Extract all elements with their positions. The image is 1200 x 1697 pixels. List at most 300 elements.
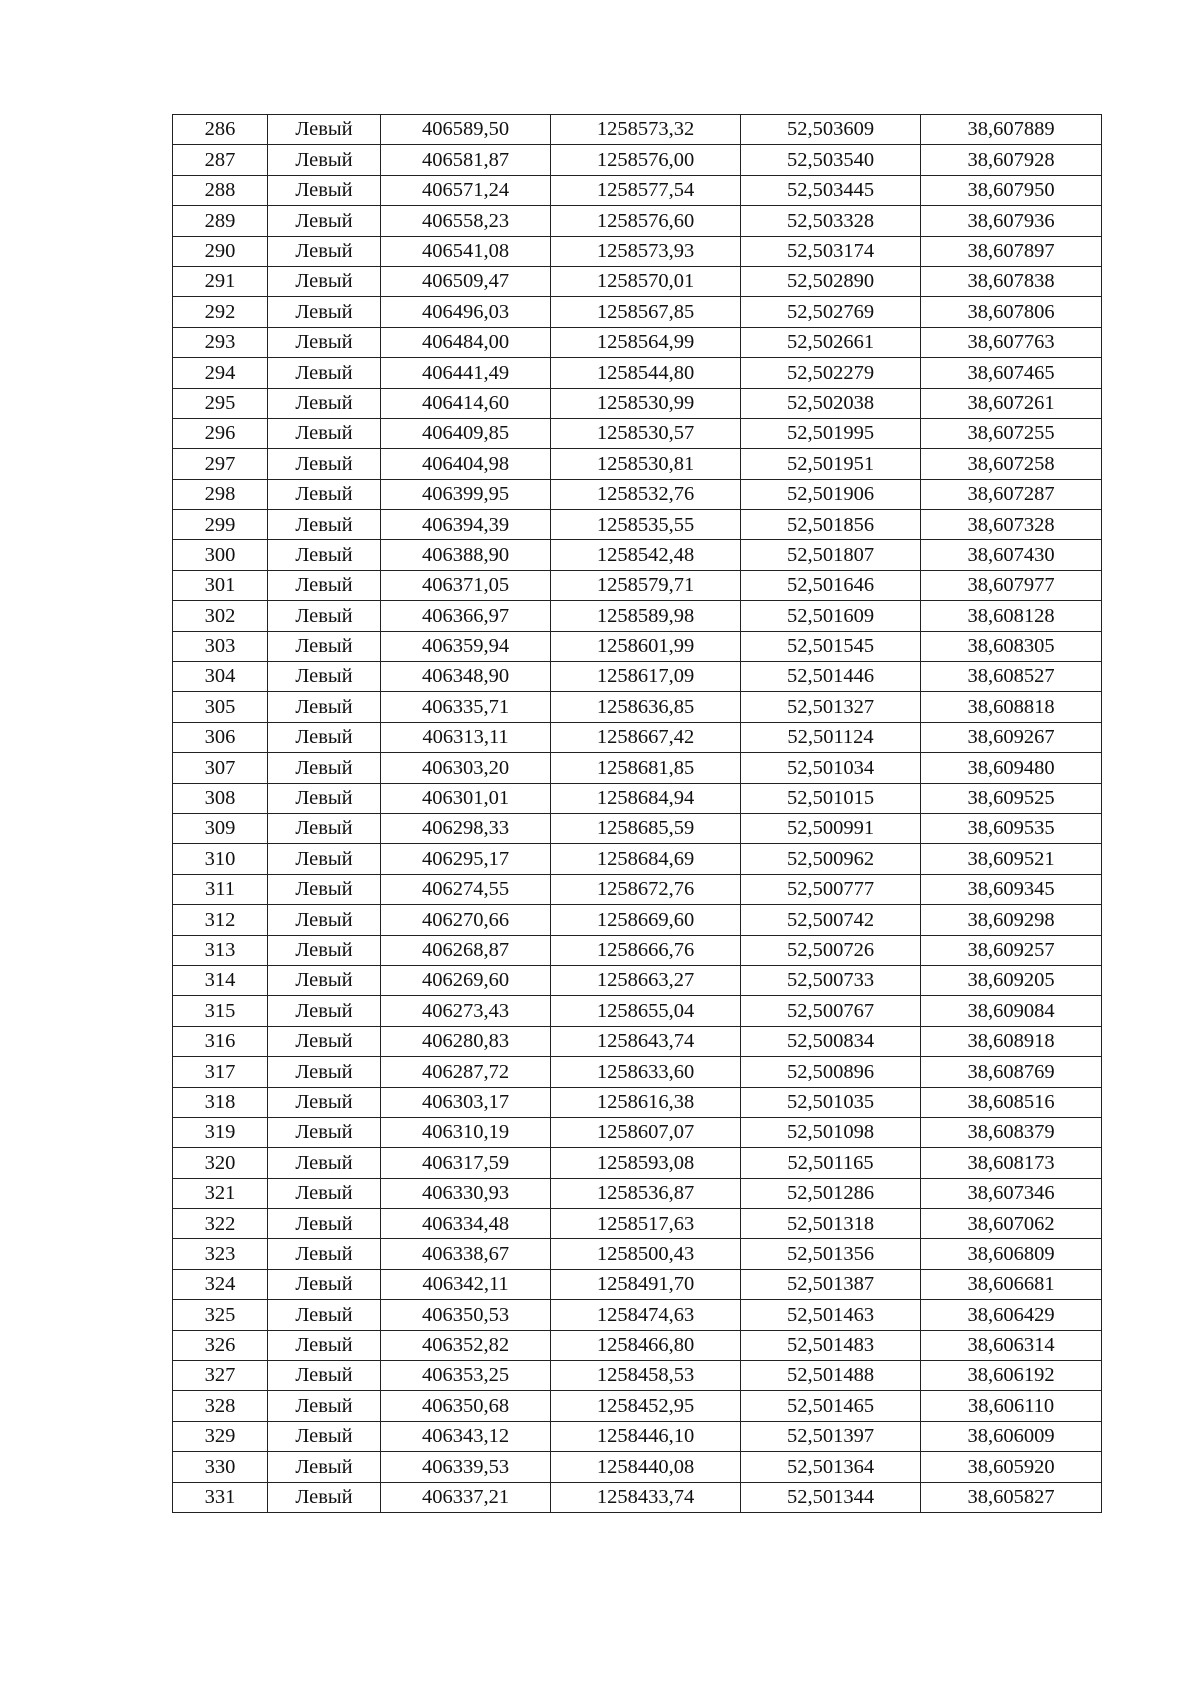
- point-number-cell: 331: [173, 1482, 268, 1512]
- point-number-cell: 311: [173, 874, 268, 904]
- table-row: [173, 601, 1102, 631]
- latitude-cell: 52,500733: [741, 965, 921, 995]
- x-coordinate-cell: 406337,21: [381, 1482, 551, 1512]
- table-row: [173, 1330, 1102, 1360]
- y-coordinate-cell: 1258681,85: [551, 753, 741, 783]
- side-cell: Левый: [268, 1026, 381, 1056]
- side-cell: Левый: [268, 1148, 381, 1178]
- side-cell: Левый: [268, 1057, 381, 1087]
- latitude-cell: 52,501483: [741, 1330, 921, 1360]
- point-number-cell: 287: [173, 145, 268, 175]
- y-coordinate-cell: 1258567,85: [551, 297, 741, 327]
- y-coordinate-cell: 1258601,99: [551, 631, 741, 661]
- x-coordinate-cell: 406353,25: [381, 1361, 551, 1391]
- table-row: [173, 297, 1102, 327]
- longitude-cell: 38,607763: [921, 327, 1102, 357]
- latitude-cell: 52,500777: [741, 874, 921, 904]
- longitude-cell: 38,609257: [921, 935, 1102, 965]
- latitude-cell: 52,501465: [741, 1391, 921, 1421]
- side-cell: Левый: [268, 1087, 381, 1117]
- table-row: [173, 965, 1102, 995]
- y-coordinate-cell: 1258536,87: [551, 1178, 741, 1208]
- table-row: [173, 722, 1102, 752]
- table-row: [173, 266, 1102, 296]
- longitude-cell: 38,606110: [921, 1391, 1102, 1421]
- y-coordinate-cell: 1258573,93: [551, 236, 741, 266]
- table-row: [173, 1057, 1102, 1087]
- side-cell: Левый: [268, 1452, 381, 1482]
- point-number-cell: 290: [173, 236, 268, 266]
- longitude-cell: 38,609525: [921, 783, 1102, 813]
- longitude-cell: 38,607255: [921, 418, 1102, 448]
- point-number-cell: 318: [173, 1087, 268, 1117]
- x-coordinate-cell: 406280,83: [381, 1026, 551, 1056]
- latitude-cell: 52,502890: [741, 266, 921, 296]
- table-row: [173, 1026, 1102, 1056]
- longitude-cell: 38,607897: [921, 236, 1102, 266]
- latitude-cell: 52,501387: [741, 1269, 921, 1299]
- table-row: [173, 692, 1102, 722]
- point-number-cell: 324: [173, 1269, 268, 1299]
- y-coordinate-cell: 1258458,53: [551, 1361, 741, 1391]
- longitude-cell: 38,606681: [921, 1269, 1102, 1299]
- y-coordinate-cell: 1258666,76: [551, 935, 741, 965]
- y-coordinate-cell: 1258530,57: [551, 418, 741, 448]
- x-coordinate-cell: 406270,66: [381, 905, 551, 935]
- coordinates-table: [172, 114, 1102, 1513]
- latitude-cell: 52,502661: [741, 327, 921, 357]
- x-coordinate-cell: 406303,17: [381, 1087, 551, 1117]
- y-coordinate-cell: 1258616,38: [551, 1087, 741, 1117]
- x-coordinate-cell: 406273,43: [381, 996, 551, 1026]
- longitude-cell: 38,606809: [921, 1239, 1102, 1269]
- latitude-cell: 52,500742: [741, 905, 921, 935]
- y-coordinate-cell: 1258474,63: [551, 1300, 741, 1330]
- table-row: [173, 753, 1102, 783]
- longitude-cell: 38,607328: [921, 510, 1102, 540]
- side-cell: Левый: [268, 1117, 381, 1147]
- latitude-cell: 52,500896: [741, 1057, 921, 1087]
- latitude-cell: 52,500834: [741, 1026, 921, 1056]
- y-coordinate-cell: 1258655,04: [551, 996, 741, 1026]
- table-row: [173, 844, 1102, 874]
- y-coordinate-cell: 1258500,43: [551, 1239, 741, 1269]
- point-number-cell: 295: [173, 388, 268, 418]
- side-cell: Левый: [268, 783, 381, 813]
- latitude-cell: 52,501446: [741, 662, 921, 692]
- table-row: [173, 206, 1102, 236]
- side-cell: Левый: [268, 844, 381, 874]
- side-cell: Левый: [268, 965, 381, 995]
- table-row: [173, 813, 1102, 843]
- point-number-cell: 319: [173, 1117, 268, 1147]
- y-coordinate-cell: 1258573,32: [551, 115, 741, 145]
- latitude-cell: 52,503445: [741, 175, 921, 205]
- longitude-cell: 38,607287: [921, 479, 1102, 509]
- longitude-cell: 38,609345: [921, 874, 1102, 904]
- latitude-cell: 52,501807: [741, 540, 921, 570]
- table-row: [173, 1482, 1102, 1512]
- x-coordinate-cell: 406301,01: [381, 783, 551, 813]
- latitude-cell: 52,501463: [741, 1300, 921, 1330]
- longitude-cell: 38,608173: [921, 1148, 1102, 1178]
- table-row: [173, 1178, 1102, 1208]
- y-coordinate-cell: 1258564,99: [551, 327, 741, 357]
- y-coordinate-cell: 1258685,59: [551, 813, 741, 843]
- table-row: [173, 388, 1102, 418]
- table-row: [173, 1421, 1102, 1451]
- table-row: [173, 115, 1102, 145]
- latitude-cell: 52,500991: [741, 813, 921, 843]
- point-number-cell: 321: [173, 1178, 268, 1208]
- x-coordinate-cell: 406335,71: [381, 692, 551, 722]
- x-coordinate-cell: 406313,11: [381, 722, 551, 752]
- y-coordinate-cell: 1258667,42: [551, 722, 741, 752]
- y-coordinate-cell: 1258433,74: [551, 1482, 741, 1512]
- point-number-cell: 299: [173, 510, 268, 540]
- longitude-cell: 38,607928: [921, 145, 1102, 175]
- point-number-cell: 325: [173, 1300, 268, 1330]
- table-row: [173, 449, 1102, 479]
- x-coordinate-cell: 406509,47: [381, 266, 551, 296]
- side-cell: Левый: [268, 388, 381, 418]
- point-number-cell: 320: [173, 1148, 268, 1178]
- side-cell: Левый: [268, 236, 381, 266]
- side-cell: Левый: [268, 631, 381, 661]
- y-coordinate-cell: 1258576,60: [551, 206, 741, 236]
- point-number-cell: 329: [173, 1421, 268, 1451]
- side-cell: Левый: [268, 540, 381, 570]
- x-coordinate-cell: 406496,03: [381, 297, 551, 327]
- latitude-cell: 52,502769: [741, 297, 921, 327]
- longitude-cell: 38,609084: [921, 996, 1102, 1026]
- x-coordinate-cell: 406295,17: [381, 844, 551, 874]
- latitude-cell: 52,501165: [741, 1148, 921, 1178]
- x-coordinate-cell: 406541,08: [381, 236, 551, 266]
- latitude-cell: 52,501646: [741, 570, 921, 600]
- point-number-cell: 323: [173, 1239, 268, 1269]
- point-number-cell: 294: [173, 358, 268, 388]
- table-row: [173, 905, 1102, 935]
- x-coordinate-cell: 406359,94: [381, 631, 551, 661]
- x-coordinate-cell: 406303,20: [381, 753, 551, 783]
- point-number-cell: 304: [173, 662, 268, 692]
- y-coordinate-cell: 1258633,60: [551, 1057, 741, 1087]
- latitude-cell: 52,501327: [741, 692, 921, 722]
- longitude-cell: 38,608527: [921, 662, 1102, 692]
- latitude-cell: 52,501856: [741, 510, 921, 540]
- x-coordinate-cell: 406558,23: [381, 206, 551, 236]
- point-number-cell: 315: [173, 996, 268, 1026]
- y-coordinate-cell: 1258663,27: [551, 965, 741, 995]
- latitude-cell: 52,501098: [741, 1117, 921, 1147]
- longitude-cell: 38,607977: [921, 570, 1102, 600]
- side-cell: Левый: [268, 692, 381, 722]
- y-coordinate-cell: 1258452,95: [551, 1391, 741, 1421]
- latitude-cell: 52,502038: [741, 388, 921, 418]
- side-cell: Левый: [268, 874, 381, 904]
- longitude-cell: 38,607936: [921, 206, 1102, 236]
- x-coordinate-cell: 406399,95: [381, 479, 551, 509]
- side-cell: Левый: [268, 175, 381, 205]
- y-coordinate-cell: 1258589,98: [551, 601, 741, 631]
- x-coordinate-cell: 406371,05: [381, 570, 551, 600]
- side-cell: Левый: [268, 297, 381, 327]
- side-cell: Левый: [268, 1482, 381, 1512]
- longitude-cell: 38,606314: [921, 1330, 1102, 1360]
- latitude-cell: 52,503328: [741, 206, 921, 236]
- table-row: [173, 1239, 1102, 1269]
- longitude-cell: 38,609298: [921, 905, 1102, 935]
- x-coordinate-cell: 406310,19: [381, 1117, 551, 1147]
- x-coordinate-cell: 406298,33: [381, 813, 551, 843]
- point-number-cell: 317: [173, 1057, 268, 1087]
- table-row: [173, 570, 1102, 600]
- x-coordinate-cell: 406317,59: [381, 1148, 551, 1178]
- x-coordinate-cell: 406404,98: [381, 449, 551, 479]
- latitude-cell: 52,501344: [741, 1482, 921, 1512]
- side-cell: Левый: [268, 449, 381, 479]
- point-number-cell: 326: [173, 1330, 268, 1360]
- y-coordinate-cell: 1258446,10: [551, 1421, 741, 1451]
- x-coordinate-cell: 406268,87: [381, 935, 551, 965]
- y-coordinate-cell: 1258466,80: [551, 1330, 741, 1360]
- longitude-cell: 38,605920: [921, 1452, 1102, 1482]
- point-number-cell: 306: [173, 722, 268, 752]
- y-coordinate-cell: 1258636,85: [551, 692, 741, 722]
- longitude-cell: 38,608379: [921, 1117, 1102, 1147]
- table-row: [173, 1087, 1102, 1117]
- longitude-cell: 38,608305: [921, 631, 1102, 661]
- latitude-cell: 52,500962: [741, 844, 921, 874]
- y-coordinate-cell: 1258593,08: [551, 1148, 741, 1178]
- side-cell: Левый: [268, 1361, 381, 1391]
- x-coordinate-cell: 406274,55: [381, 874, 551, 904]
- point-number-cell: 310: [173, 844, 268, 874]
- longitude-cell: 38,609535: [921, 813, 1102, 843]
- y-coordinate-cell: 1258607,07: [551, 1117, 741, 1147]
- latitude-cell: 52,501995: [741, 418, 921, 448]
- longitude-cell: 38,607950: [921, 175, 1102, 205]
- side-cell: Левый: [268, 601, 381, 631]
- point-number-cell: 296: [173, 418, 268, 448]
- longitude-cell: 38,609205: [921, 965, 1102, 995]
- point-number-cell: 307: [173, 753, 268, 783]
- point-number-cell: 288: [173, 175, 268, 205]
- point-number-cell: 327: [173, 1361, 268, 1391]
- y-coordinate-cell: 1258576,00: [551, 145, 741, 175]
- side-cell: Левый: [268, 1178, 381, 1208]
- side-cell: Левый: [268, 1209, 381, 1239]
- y-coordinate-cell: 1258542,48: [551, 540, 741, 570]
- x-coordinate-cell: 406343,12: [381, 1421, 551, 1451]
- y-coordinate-cell: 1258535,55: [551, 510, 741, 540]
- table-row: [173, 510, 1102, 540]
- side-cell: Левый: [268, 510, 381, 540]
- side-cell: Левый: [268, 905, 381, 935]
- table-row: [173, 996, 1102, 1026]
- point-number-cell: 302: [173, 601, 268, 631]
- y-coordinate-cell: 1258617,09: [551, 662, 741, 692]
- latitude-cell: 52,501286: [741, 1178, 921, 1208]
- point-number-cell: 322: [173, 1209, 268, 1239]
- table-row: [173, 935, 1102, 965]
- longitude-cell: 38,607465: [921, 358, 1102, 388]
- latitude-cell: 52,501397: [741, 1421, 921, 1451]
- y-coordinate-cell: 1258669,60: [551, 905, 741, 935]
- longitude-cell: 38,609521: [921, 844, 1102, 874]
- side-cell: Левый: [268, 327, 381, 357]
- latitude-cell: 52,503540: [741, 145, 921, 175]
- table-row: [173, 175, 1102, 205]
- table-row: [173, 327, 1102, 357]
- longitude-cell: 38,606192: [921, 1361, 1102, 1391]
- x-coordinate-cell: 406589,50: [381, 115, 551, 145]
- x-coordinate-cell: 406342,11: [381, 1269, 551, 1299]
- point-number-cell: 312: [173, 905, 268, 935]
- point-number-cell: 309: [173, 813, 268, 843]
- table-row: [173, 540, 1102, 570]
- latitude-cell: 52,500767: [741, 996, 921, 1026]
- y-coordinate-cell: 1258530,81: [551, 449, 741, 479]
- longitude-cell: 38,607062: [921, 1209, 1102, 1239]
- side-cell: Левый: [268, 266, 381, 296]
- x-coordinate-cell: 406350,53: [381, 1300, 551, 1330]
- point-number-cell: 297: [173, 449, 268, 479]
- longitude-cell: 38,607261: [921, 388, 1102, 418]
- longitude-cell: 38,607430: [921, 540, 1102, 570]
- longitude-cell: 38,608818: [921, 692, 1102, 722]
- latitude-cell: 52,501015: [741, 783, 921, 813]
- x-coordinate-cell: 406571,24: [381, 175, 551, 205]
- point-number-cell: 328: [173, 1391, 268, 1421]
- table-row: [173, 1148, 1102, 1178]
- point-number-cell: 289: [173, 206, 268, 236]
- longitude-cell: 38,608516: [921, 1087, 1102, 1117]
- longitude-cell: 38,606009: [921, 1421, 1102, 1451]
- side-cell: Левый: [268, 358, 381, 388]
- y-coordinate-cell: 1258530,99: [551, 388, 741, 418]
- x-coordinate-cell: 406352,82: [381, 1330, 551, 1360]
- point-number-cell: 286: [173, 115, 268, 145]
- latitude-cell: 52,501488: [741, 1361, 921, 1391]
- x-coordinate-cell: 406269,60: [381, 965, 551, 995]
- latitude-cell: 52,503609: [741, 115, 921, 145]
- table-row: [173, 1300, 1102, 1330]
- table-row: [173, 236, 1102, 266]
- side-cell: Левый: [268, 996, 381, 1026]
- x-coordinate-cell: 406414,60: [381, 388, 551, 418]
- table-row: [173, 1361, 1102, 1391]
- point-number-cell: 308: [173, 783, 268, 813]
- point-number-cell: 301: [173, 570, 268, 600]
- point-number-cell: 291: [173, 266, 268, 296]
- side-cell: Левый: [268, 115, 381, 145]
- y-coordinate-cell: 1258517,63: [551, 1209, 741, 1239]
- latitude-cell: 52,503174: [741, 236, 921, 266]
- longitude-cell: 38,607346: [921, 1178, 1102, 1208]
- longitude-cell: 38,609267: [921, 722, 1102, 752]
- table-row: [173, 783, 1102, 813]
- y-coordinate-cell: 1258579,71: [551, 570, 741, 600]
- side-cell: Левый: [268, 1269, 381, 1299]
- x-coordinate-cell: 406338,67: [381, 1239, 551, 1269]
- point-number-cell: 314: [173, 965, 268, 995]
- table-row: [173, 418, 1102, 448]
- longitude-cell: 38,605827: [921, 1482, 1102, 1512]
- y-coordinate-cell: 1258532,76: [551, 479, 741, 509]
- latitude-cell: 52,501318: [741, 1209, 921, 1239]
- latitude-cell: 52,501545: [741, 631, 921, 661]
- point-number-cell: 300: [173, 540, 268, 570]
- y-coordinate-cell: 1258643,74: [551, 1026, 741, 1056]
- table-row: [173, 1452, 1102, 1482]
- side-cell: Левый: [268, 813, 381, 843]
- table-row: [173, 1117, 1102, 1147]
- latitude-cell: 52,501609: [741, 601, 921, 631]
- point-number-cell: 303: [173, 631, 268, 661]
- latitude-cell: 52,501951: [741, 449, 921, 479]
- y-coordinate-cell: 1258491,70: [551, 1269, 741, 1299]
- x-coordinate-cell: 406330,93: [381, 1178, 551, 1208]
- point-number-cell: 330: [173, 1452, 268, 1482]
- table-row: [173, 358, 1102, 388]
- point-number-cell: 298: [173, 479, 268, 509]
- x-coordinate-cell: 406388,90: [381, 540, 551, 570]
- point-number-cell: 305: [173, 692, 268, 722]
- x-coordinate-cell: 406339,53: [381, 1452, 551, 1482]
- side-cell: Левый: [268, 479, 381, 509]
- longitude-cell: 38,607258: [921, 449, 1102, 479]
- table-row: [173, 662, 1102, 692]
- side-cell: Левый: [268, 418, 381, 448]
- longitude-cell: 38,608769: [921, 1057, 1102, 1087]
- side-cell: Левый: [268, 722, 381, 752]
- y-coordinate-cell: 1258684,94: [551, 783, 741, 813]
- point-number-cell: 313: [173, 935, 268, 965]
- table-row: [173, 145, 1102, 175]
- latitude-cell: 52,501035: [741, 1087, 921, 1117]
- longitude-cell: 38,607889: [921, 115, 1102, 145]
- table-row: [173, 874, 1102, 904]
- side-cell: Левый: [268, 1421, 381, 1451]
- side-cell: Левый: [268, 1391, 381, 1421]
- x-coordinate-cell: 406484,00: [381, 327, 551, 357]
- y-coordinate-cell: 1258672,76: [551, 874, 741, 904]
- longitude-cell: 38,606429: [921, 1300, 1102, 1330]
- x-coordinate-cell: 406581,87: [381, 145, 551, 175]
- side-cell: Левый: [268, 570, 381, 600]
- longitude-cell: 38,608128: [921, 601, 1102, 631]
- side-cell: Левый: [268, 753, 381, 783]
- longitude-cell: 38,608918: [921, 1026, 1102, 1056]
- y-coordinate-cell: 1258544,80: [551, 358, 741, 388]
- latitude-cell: 52,501356: [741, 1239, 921, 1269]
- x-coordinate-cell: 406350,68: [381, 1391, 551, 1421]
- y-coordinate-cell: 1258684,69: [551, 844, 741, 874]
- x-coordinate-cell: 406348,90: [381, 662, 551, 692]
- latitude-cell: 52,501124: [741, 722, 921, 752]
- latitude-cell: 52,501034: [741, 753, 921, 783]
- longitude-cell: 38,609480: [921, 753, 1102, 783]
- longitude-cell: 38,607838: [921, 266, 1102, 296]
- latitude-cell: 52,502279: [741, 358, 921, 388]
- side-cell: Левый: [268, 145, 381, 175]
- coordinates-table-body: [173, 115, 1102, 1513]
- table-row: [173, 1391, 1102, 1421]
- side-cell: Левый: [268, 206, 381, 236]
- x-coordinate-cell: 406366,97: [381, 601, 551, 631]
